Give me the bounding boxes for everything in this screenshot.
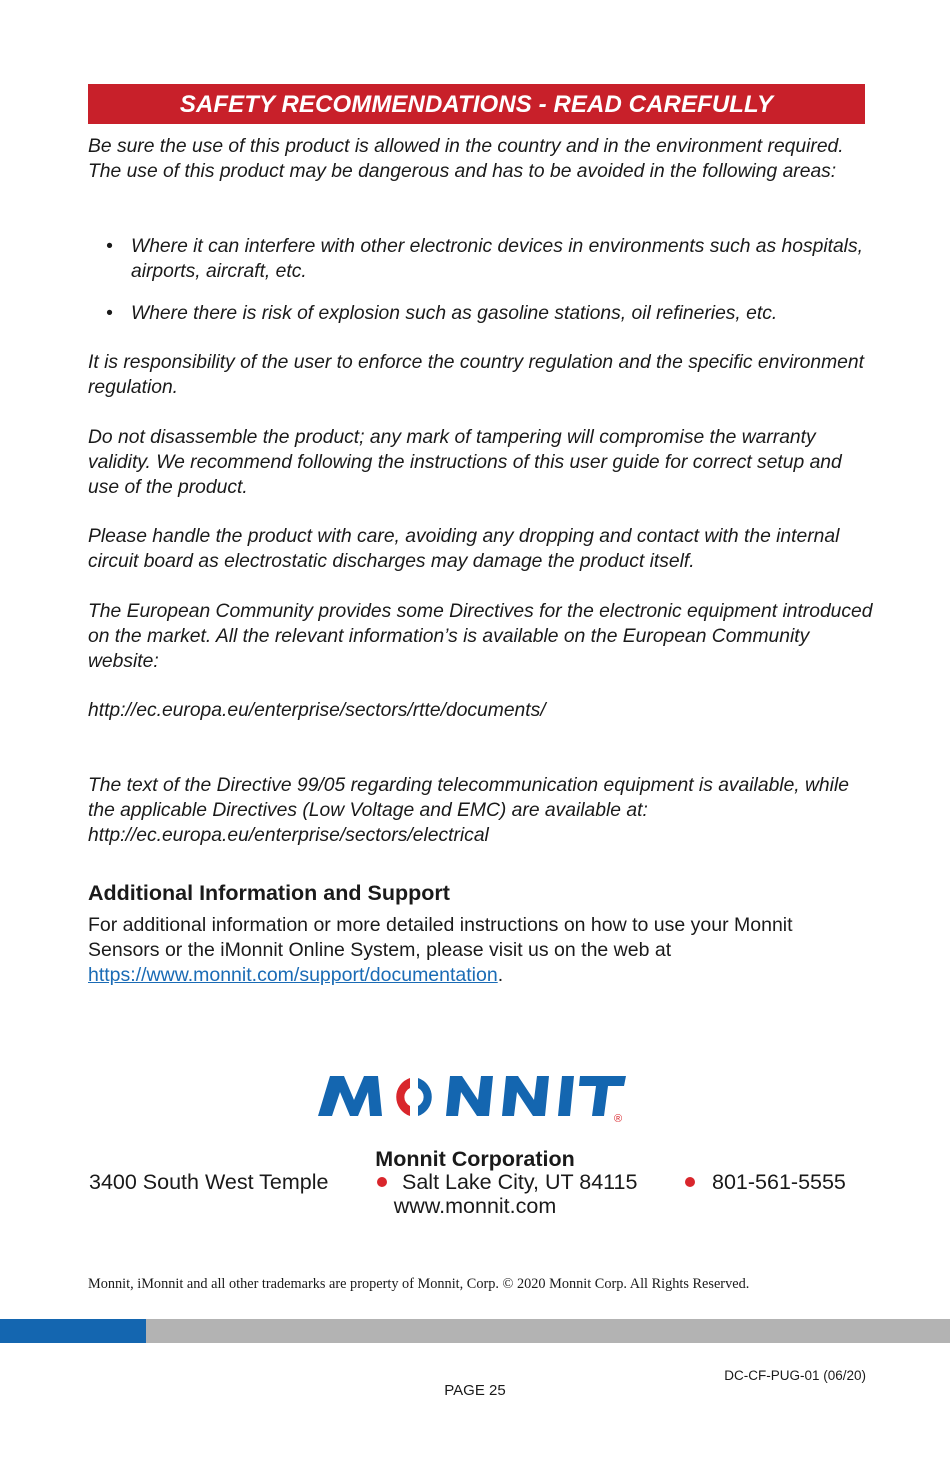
safety-banner: SAFETY RECOMMENDATIONS - READ CAREFULLY (88, 84, 865, 124)
document-code: DC-CF-PUG-01 (06/20) (724, 1368, 866, 1383)
documentation-link[interactable]: https://www.monnit.com/support/documentation (88, 963, 498, 986)
paragraph-disassemble: Do not disassemble the product; any mark of tampering will compromise the warranty validity. We recommend following the instructions of this user guide for correct setup and use of the product. (88, 427, 842, 498)
url-rtte-documents: http://ec.europa.eu/enterprise/sectors/rtte/documents/ (88, 700, 546, 721)
bullet-item-electronic-devices: Where it can interfere with other electronic devices in environments such as hospitals, airports, aircraft, etc. (131, 236, 863, 282)
separator-dot-icon (377, 1177, 387, 1187)
paragraph-european-community: The European Community provides some Directives for the electronic equipment introduced on the market. All the relevant information’s is available on the European Community website: (88, 601, 873, 672)
bullet-symbol: • (106, 303, 113, 324)
company-city: Salt Lake City, UT 84115 (402, 1170, 638, 1194)
support-paragraph (88, 913, 868, 987)
company-street: 3400 South West Temple (89, 1170, 329, 1194)
page-number: PAGE 25 (444, 1382, 506, 1399)
footer-bar-blue (0, 1319, 146, 1343)
company-name: Monnit Corporation (375, 1147, 575, 1171)
company-website: www.monnit.com (393, 1194, 557, 1218)
monnit-logo (318, 1070, 630, 1126)
paragraph-handle-care: Please handle the product with care, avoiding any dropping and contact with the internal circuit board as electrostatic discharges may damage the product itself. (88, 526, 840, 572)
paragraph-directive: The text of the Directive 99/05 regarding telecommunication equipment is available, while the applicable Directives (Low Voltage and EMC) are available at: http://ec.europa.eu/enterprise/sectors/electrical (88, 775, 849, 846)
support-text: For additional information or more detailed instructions on how to use your Monnit Sensors or the iMonnit Online System, please visit us on the web at (88, 914, 793, 961)
company-phone: 801-561-5555 (712, 1170, 846, 1194)
bullet-item-explosion-risk: Where there is risk of explosion such as gasoline stations, oil refineries, etc. (131, 303, 778, 324)
logo-letter-o (396, 1078, 432, 1116)
registered-mark: ® (614, 1113, 623, 1125)
support-trailing: . (497, 963, 504, 986)
paragraph-responsibility: It is responsibility of the user to enforce the country regulation and the specific environment regulation. (88, 352, 864, 398)
support-heading: Additional Information and Support (88, 881, 450, 905)
separator-dot-icon (685, 1177, 695, 1187)
safety-intro: Be sure the use of this product is allowed in the country and in the environment required. The use of this product may be dangerous and has to be avoided in the following areas: (88, 136, 844, 182)
logo-letter-m (318, 1076, 382, 1116)
trademark-notice: Monnit, iMonnit and all other trademarks are property of Monnit, Corp. © 2020 Monnit Corp. All Rights Reserved. (88, 1276, 750, 1292)
bullet-symbol: • (106, 236, 113, 257)
logo-letters-nnit (446, 1076, 626, 1116)
